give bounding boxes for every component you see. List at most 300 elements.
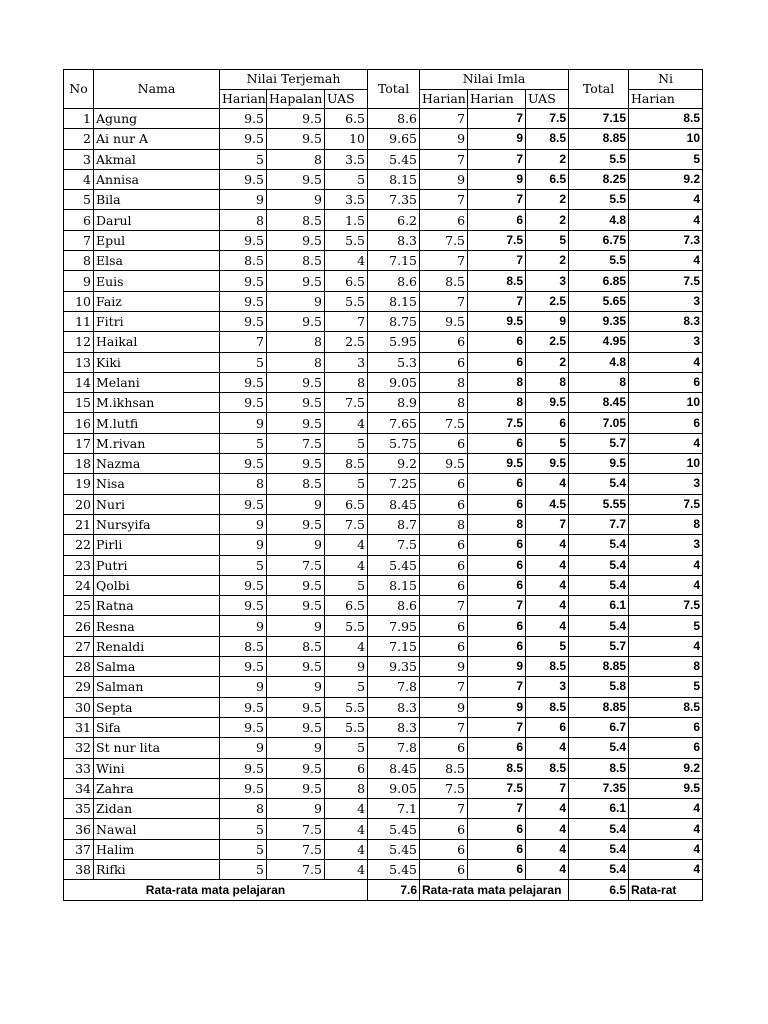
cell-t-total: 5.3: [368, 352, 420, 372]
cell-i-uas: 4: [526, 555, 569, 575]
cell-no: 38: [64, 859, 94, 879]
cell-i-uas: 2: [526, 210, 569, 230]
cell-t-hapalan: 9.5: [267, 758, 325, 778]
cell-i-harian-2: 7: [468, 799, 526, 819]
cell-i-harian-1: 6: [420, 839, 468, 859]
cell-t-uas: 5: [325, 677, 368, 697]
header-nama: Nama: [94, 70, 220, 109]
table-row: [64, 129, 703, 149]
cell-t-harian: 9.5: [220, 129, 267, 149]
cell-t-hapalan: 9: [267, 535, 325, 555]
cell-n-harian: 4: [629, 190, 703, 210]
cell-nama: Salman: [94, 677, 220, 697]
cell-t-total: 8.7: [368, 514, 420, 534]
cell-t-total: 8.45: [368, 758, 420, 778]
cell-t-total: 7.5: [368, 535, 420, 555]
header-row-1: [64, 70, 703, 90]
cell-t-total: 7.1: [368, 799, 420, 819]
cell-i-uas: 4.5: [526, 494, 569, 514]
cell-i-harian-2: 7: [468, 109, 526, 129]
cell-nama: M.rivan: [94, 433, 220, 453]
cell-nama: M.lutfi: [94, 413, 220, 433]
cell-nama: Annisa: [94, 169, 220, 189]
cell-t-hapalan: 9.5: [267, 372, 325, 392]
table-row: [64, 799, 703, 819]
cell-t-hapalan: 9.5: [267, 311, 325, 331]
cell-i-total: 4.8: [569, 352, 629, 372]
cell-nama: Salma: [94, 657, 220, 677]
cell-t-hapalan: 9: [267, 677, 325, 697]
cell-t-total: 7.25: [368, 474, 420, 494]
cell-t-hapalan: 9: [267, 190, 325, 210]
cell-i-total: 5.4: [569, 575, 629, 595]
header-t-hapalan: Hapalan: [267, 89, 325, 109]
cell-no: 18: [64, 454, 94, 474]
cell-i-uas: 4: [526, 535, 569, 555]
cell-no: 16: [64, 413, 94, 433]
cell-n-harian: 4: [629, 251, 703, 271]
cell-nama: Darul: [94, 210, 220, 230]
cell-i-uas: 4: [526, 616, 569, 636]
cell-t-hapalan: 7.5: [267, 859, 325, 879]
cell-i-total: 5.4: [569, 819, 629, 839]
cell-t-total: 9.05: [368, 372, 420, 392]
cell-t-hapalan: 8.5: [267, 636, 325, 656]
cell-t-harian: 9: [220, 738, 267, 758]
cell-t-hapalan: 8: [267, 352, 325, 372]
cell-nama: M.ikhsan: [94, 393, 220, 413]
cell-i-total: 5.7: [569, 636, 629, 656]
cell-t-total: 8.3: [368, 230, 420, 250]
cell-t-harian: 9.5: [220, 372, 267, 392]
cell-i-harian-2: 6: [468, 352, 526, 372]
cell-n-harian: 4: [629, 555, 703, 575]
cell-n-harian: 4: [629, 433, 703, 453]
cell-nama: Euis: [94, 271, 220, 291]
cell-i-uas: 2: [526, 149, 569, 169]
cell-nama: Ai nur A: [94, 129, 220, 149]
cell-t-harian: 9.5: [220, 311, 267, 331]
cell-t-harian: 9.5: [220, 596, 267, 616]
cell-i-uas: 8.5: [526, 657, 569, 677]
cell-no: 26: [64, 616, 94, 636]
cell-t-uas: 6.5: [325, 271, 368, 291]
cell-n-harian: 6: [629, 372, 703, 392]
cell-nama: St nur lita: [94, 738, 220, 758]
cell-no: 12: [64, 332, 94, 352]
cell-i-total: 4.8: [569, 210, 629, 230]
cell-no: 36: [64, 819, 94, 839]
table-row: [64, 433, 703, 453]
cell-n-harian: 8.5: [629, 109, 703, 129]
cell-t-total: 7.95: [368, 616, 420, 636]
cell-i-harian-1: 9: [420, 657, 468, 677]
cell-i-harian-1: 9.5: [420, 454, 468, 474]
cell-t-total: 6.2: [368, 210, 420, 230]
cell-nama: Agung: [94, 109, 220, 129]
cell-i-total: 5.4: [569, 839, 629, 859]
cell-i-total: 9.5: [569, 454, 629, 474]
cell-t-total: 7.65: [368, 413, 420, 433]
cell-t-uas: 5.5: [325, 717, 368, 737]
table-row: [64, 454, 703, 474]
cell-nama: Nisa: [94, 474, 220, 494]
cell-no: 3: [64, 149, 94, 169]
cell-i-harian-1: 7: [420, 291, 468, 311]
cell-t-harian: 8: [220, 799, 267, 819]
cell-i-harian-1: 6: [420, 433, 468, 453]
cell-no: 27: [64, 636, 94, 656]
cell-t-harian: 9.5: [220, 291, 267, 311]
cell-t-hapalan: 7.5: [267, 555, 325, 575]
cell-n-harian: 7.5: [629, 494, 703, 514]
cell-nama: Nawal: [94, 819, 220, 839]
cell-i-uas: 9: [526, 311, 569, 331]
cell-t-total: 8.3: [368, 697, 420, 717]
table-row: [64, 819, 703, 839]
table-row: [64, 535, 703, 555]
cell-n-harian: 5: [629, 616, 703, 636]
cell-no: 29: [64, 677, 94, 697]
cell-t-uas: 7: [325, 311, 368, 331]
cell-no: 10: [64, 291, 94, 311]
cell-i-total: 8.5: [569, 758, 629, 778]
cell-i-total: 6.75: [569, 230, 629, 250]
cell-t-harian: 9: [220, 677, 267, 697]
table-row: [64, 291, 703, 311]
cell-t-uas: 5: [325, 474, 368, 494]
table-row: [64, 393, 703, 413]
cell-t-hapalan: 9.5: [267, 413, 325, 433]
cell-t-total: 8.9: [368, 393, 420, 413]
cell-t-uas: 5: [325, 738, 368, 758]
cell-no: 23: [64, 555, 94, 575]
header-t-harian: Harian: [220, 89, 267, 109]
cell-no: 32: [64, 738, 94, 758]
table-row: [64, 677, 703, 697]
cell-t-harian: 5: [220, 149, 267, 169]
cell-t-harian: 8.5: [220, 251, 267, 271]
cell-i-harian-1: 9: [420, 169, 468, 189]
cell-t-uas: 4: [325, 636, 368, 656]
table-row: [64, 149, 703, 169]
cell-i-total: 7.05: [569, 413, 629, 433]
cell-n-harian: 8: [629, 657, 703, 677]
table-row: [64, 596, 703, 616]
cell-i-harian-2: 6: [468, 636, 526, 656]
cell-i-total: 5.5: [569, 251, 629, 271]
cell-n-harian: 5: [629, 149, 703, 169]
cell-t-harian: 9.5: [220, 575, 267, 595]
cell-i-harian-2: 7: [468, 717, 526, 737]
cell-i-harian-1: 7: [420, 109, 468, 129]
cell-nama: Ratna: [94, 596, 220, 616]
cell-i-harian-2: 8: [468, 514, 526, 534]
cell-t-harian: 5: [220, 819, 267, 839]
cell-t-harian: 9.5: [220, 494, 267, 514]
cell-t-uas: 7.5: [325, 393, 368, 413]
cell-t-total: 5.45: [368, 839, 420, 859]
cell-nama: Nazma: [94, 454, 220, 474]
cell-i-total: 5.65: [569, 291, 629, 311]
cell-t-harian: 9.5: [220, 758, 267, 778]
cell-t-hapalan: 8.5: [267, 251, 325, 271]
cell-nama: Akmal: [94, 149, 220, 169]
cell-no: 20: [64, 494, 94, 514]
cell-nama: Haikal: [94, 332, 220, 352]
cell-nama: Pirli: [94, 535, 220, 555]
cell-n-harian: 4: [629, 575, 703, 595]
table-row: [64, 311, 703, 331]
cell-i-uas: 7: [526, 514, 569, 534]
cell-i-harian-1: 7.5: [420, 778, 468, 798]
cell-i-total: 7.7: [569, 514, 629, 534]
footer-row: [64, 880, 703, 901]
cell-no: 5: [64, 190, 94, 210]
cell-t-hapalan: 9.5: [267, 271, 325, 291]
cell-i-uas: 6: [526, 717, 569, 737]
cell-t-harian: 9: [220, 514, 267, 534]
cell-i-harian-2: 7: [468, 149, 526, 169]
table-row: [64, 738, 703, 758]
cell-t-uas: 4: [325, 413, 368, 433]
cell-i-harian-2: 7.5: [468, 413, 526, 433]
cell-no: 35: [64, 799, 94, 819]
cell-i-total: 5.7: [569, 433, 629, 453]
cell-t-uas: 4: [325, 251, 368, 271]
cell-i-uas: 4: [526, 738, 569, 758]
cell-t-total: 8.6: [368, 596, 420, 616]
cell-t-hapalan: 9.5: [267, 230, 325, 250]
cell-nama: Rifki: [94, 859, 220, 879]
cell-i-uas: 3: [526, 271, 569, 291]
cell-i-uas: 2.5: [526, 332, 569, 352]
cell-n-harian: 3: [629, 291, 703, 311]
cell-i-harian-2: 8: [468, 372, 526, 392]
cell-t-total: 8.75: [368, 311, 420, 331]
cell-t-harian: 8: [220, 474, 267, 494]
cell-i-harian-2: 9: [468, 129, 526, 149]
cell-i-total: 6.1: [569, 596, 629, 616]
cell-i-harian-1: 9.5: [420, 311, 468, 331]
cell-i-uas: 4: [526, 575, 569, 595]
cell-i-harian-1: 7: [420, 677, 468, 697]
cell-i-harian-1: 8: [420, 372, 468, 392]
cell-i-uas: 6.5: [526, 169, 569, 189]
cell-no: 9: [64, 271, 94, 291]
cell-i-harian-1: 7.5: [420, 230, 468, 250]
cell-i-harian-1: 6: [420, 494, 468, 514]
cell-i-total: 4.95: [569, 332, 629, 352]
cell-n-harian: 4: [629, 352, 703, 372]
cell-i-harian-2: 7: [468, 677, 526, 697]
cell-t-harian: 9: [220, 413, 267, 433]
cell-i-harian-2: 7: [468, 190, 526, 210]
footer-avg-terjemah: 7.6: [368, 880, 420, 901]
cell-n-harian: 4: [629, 819, 703, 839]
cell-t-uas: 10: [325, 129, 368, 149]
cell-t-total: 5.45: [368, 555, 420, 575]
cell-n-harian: 10: [629, 454, 703, 474]
cell-n-harian: 7.3: [629, 230, 703, 250]
cell-i-harian-2: 6: [468, 535, 526, 555]
cell-i-harian-2: 6: [468, 494, 526, 514]
header-total-imla: Total: [569, 70, 629, 109]
cell-i-uas: 4: [526, 474, 569, 494]
cell-i-total: 5.4: [569, 474, 629, 494]
cell-i-uas: 4: [526, 859, 569, 879]
cell-no: 37: [64, 839, 94, 859]
cell-t-total: 9.2: [368, 454, 420, 474]
cell-nama: Elsa: [94, 251, 220, 271]
cell-t-hapalan: 7.5: [267, 819, 325, 839]
cell-t-uas: 7.5: [325, 514, 368, 534]
cell-nama: Fitri: [94, 311, 220, 331]
cell-t-harian: 9.5: [220, 169, 267, 189]
cell-t-total: 5.95: [368, 332, 420, 352]
table-row: [64, 575, 703, 595]
cell-nama: Nursyifa: [94, 514, 220, 534]
header-i-harian-1: Harian: [420, 89, 468, 109]
cell-no: 33: [64, 758, 94, 778]
cell-t-uas: 3.5: [325, 190, 368, 210]
cell-t-uas: 1.5: [325, 210, 368, 230]
table-row: [64, 372, 703, 392]
cell-i-total: 5.8: [569, 677, 629, 697]
cell-i-harian-1: 6: [420, 616, 468, 636]
cell-i-harian-2: 9.5: [468, 311, 526, 331]
table-row: [64, 657, 703, 677]
cell-i-total: 7.35: [569, 778, 629, 798]
cell-t-harian: 9.5: [220, 230, 267, 250]
cell-t-total: 7.8: [368, 738, 420, 758]
cell-t-hapalan: 8: [267, 149, 325, 169]
cell-i-uas: 4: [526, 799, 569, 819]
header-no: No: [64, 70, 94, 109]
cell-t-hapalan: 8.5: [267, 474, 325, 494]
cell-t-uas: 6.5: [325, 109, 368, 129]
table-row: [64, 230, 703, 250]
cell-t-harian: 9.5: [220, 778, 267, 798]
cell-n-harian: 4: [629, 839, 703, 859]
cell-i-total: 5.4: [569, 616, 629, 636]
cell-t-hapalan: 9.5: [267, 514, 325, 534]
cell-n-harian: 6: [629, 413, 703, 433]
cell-t-hapalan: 9.5: [267, 393, 325, 413]
cell-no: 22: [64, 535, 94, 555]
cell-i-harian-1: 8.5: [420, 758, 468, 778]
cell-t-hapalan: 9: [267, 291, 325, 311]
cell-i-uas: 8: [526, 372, 569, 392]
cell-i-harian-1: 9: [420, 697, 468, 717]
cell-no: 14: [64, 372, 94, 392]
cell-i-harian-2: 7.5: [468, 778, 526, 798]
cell-n-harian: 9.5: [629, 778, 703, 798]
cell-i-total: 5.4: [569, 555, 629, 575]
cell-no: 31: [64, 717, 94, 737]
cell-nama: Qolbi: [94, 575, 220, 595]
cell-t-uas: 5.5: [325, 230, 368, 250]
cell-t-uas: 4: [325, 859, 368, 879]
cell-i-harian-1: 7: [420, 251, 468, 271]
cell-t-hapalan: 7.5: [267, 433, 325, 453]
grades-table: [63, 69, 703, 901]
table-row: [64, 717, 703, 737]
header-i-uas: UAS: [526, 89, 569, 109]
cell-t-hapalan: 9.5: [267, 778, 325, 798]
cell-i-harian-1: 7: [420, 190, 468, 210]
cell-t-harian: 9.5: [220, 271, 267, 291]
cell-no: 34: [64, 778, 94, 798]
cell-nama: Bila: [94, 190, 220, 210]
cell-t-uas: 3: [325, 352, 368, 372]
cell-t-total: 5.75: [368, 433, 420, 453]
cell-i-uas: 2.5: [526, 291, 569, 311]
cell-t-hapalan: 8: [267, 332, 325, 352]
cell-t-harian: 5: [220, 859, 267, 879]
cell-n-harian: 10: [629, 129, 703, 149]
cell-t-hapalan: 9: [267, 616, 325, 636]
cell-i-total: 5.5: [569, 149, 629, 169]
cell-n-harian: 6: [629, 717, 703, 737]
cell-nama: Melani: [94, 372, 220, 392]
cell-no: 13: [64, 352, 94, 372]
cell-i-uas: 9.5: [526, 393, 569, 413]
cell-i-harian-2: 6: [468, 474, 526, 494]
cell-t-hapalan: 9.5: [267, 169, 325, 189]
cell-t-harian: 9.5: [220, 109, 267, 129]
cell-n-harian: 6: [629, 738, 703, 758]
cell-t-harian: 5: [220, 555, 267, 575]
cell-nama: Epul: [94, 230, 220, 250]
cell-t-harian: 9.5: [220, 717, 267, 737]
cell-t-harian: 8.5: [220, 636, 267, 656]
cell-i-harian-2: 8.5: [468, 271, 526, 291]
cell-t-harian: 5: [220, 839, 267, 859]
cell-t-harian: 7: [220, 332, 267, 352]
cell-i-harian-2: 8: [468, 393, 526, 413]
cell-t-hapalan: 8.5: [267, 210, 325, 230]
cell-t-harian: 9.5: [220, 454, 267, 474]
cell-t-hapalan: 9.5: [267, 697, 325, 717]
spreadsheet-area: [63, 69, 701, 904]
header-i-harian-2: Harian: [468, 89, 526, 109]
cell-i-total: 8: [569, 372, 629, 392]
cell-i-harian-2: 6: [468, 839, 526, 859]
cell-i-harian-1: 6: [420, 738, 468, 758]
cell-i-harian-1: 6: [420, 535, 468, 555]
cell-t-harian: 9: [220, 616, 267, 636]
cell-no: 30: [64, 697, 94, 717]
table-row: [64, 251, 703, 271]
cell-no: 2: [64, 129, 94, 149]
cell-i-total: 5.4: [569, 535, 629, 555]
cell-i-total: 8.25: [569, 169, 629, 189]
cell-t-total: 9.05: [368, 778, 420, 798]
cell-t-hapalan: 9.5: [267, 596, 325, 616]
cell-t-uas: 5: [325, 169, 368, 189]
cell-i-harian-1: 6: [420, 210, 468, 230]
cell-n-harian: 8: [629, 514, 703, 534]
cell-i-harian-2: 9: [468, 697, 526, 717]
cell-t-uas: 4: [325, 839, 368, 859]
cell-i-uas: 4: [526, 839, 569, 859]
header-nilai-third: Ni: [629, 70, 703, 90]
cell-nama: Zahra: [94, 778, 220, 798]
cell-i-harian-2: 6: [468, 332, 526, 352]
cell-no: 28: [64, 657, 94, 677]
cell-t-harian: 9.5: [220, 697, 267, 717]
